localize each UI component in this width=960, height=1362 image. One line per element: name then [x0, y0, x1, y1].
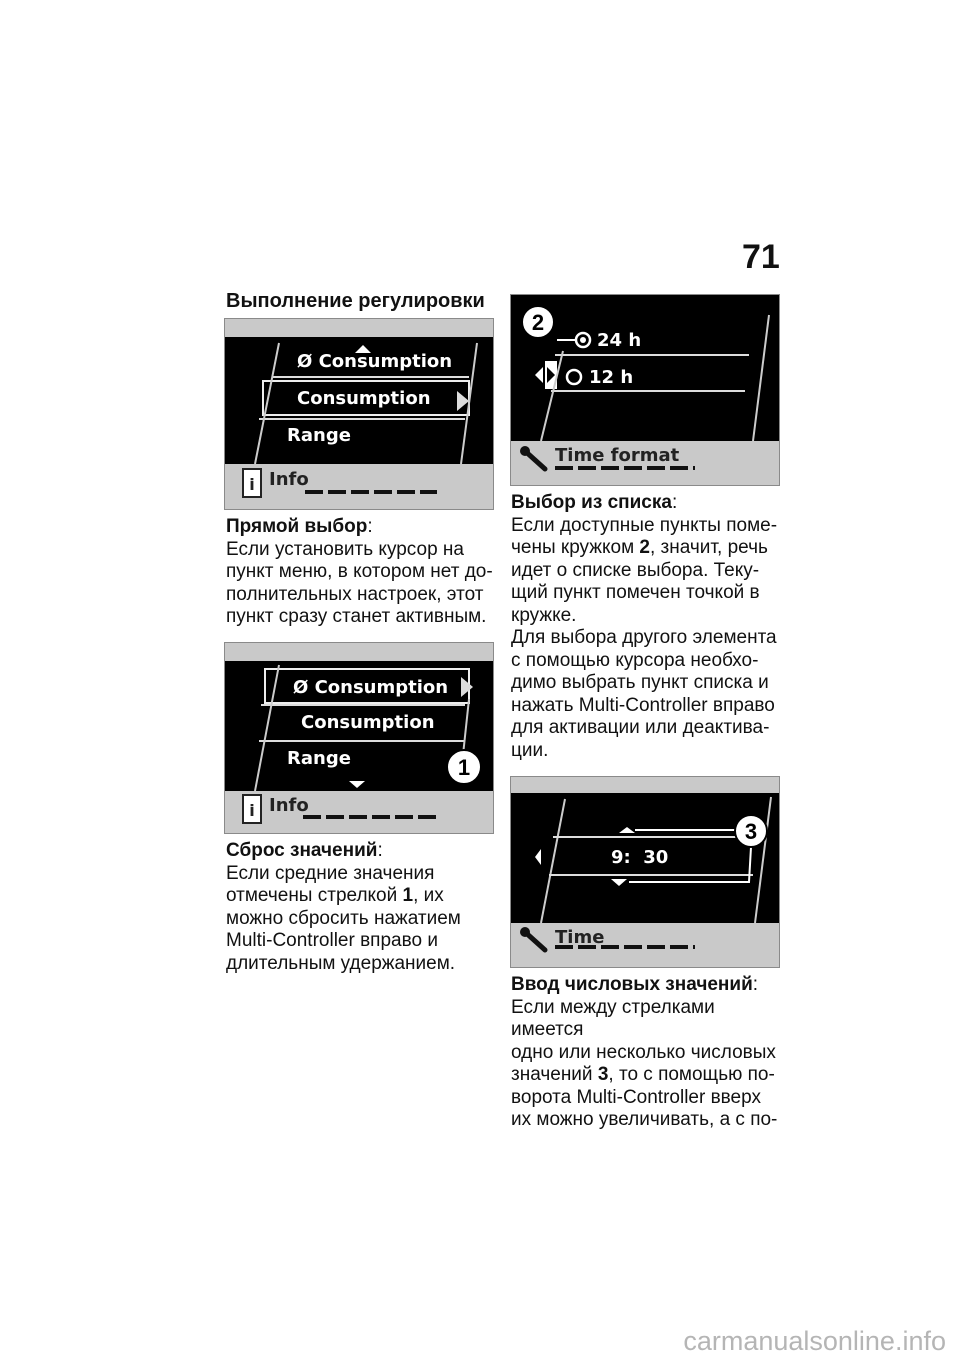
text-line: для активации или деактива- [511, 717, 770, 738]
text-line: Если установить курсор на [226, 538, 464, 560]
left-arrow-icon [535, 849, 541, 865]
svg-text:i: i [249, 475, 255, 494]
footer-label-info: Info [269, 795, 309, 816]
page-number: 71 [742, 238, 780, 276]
display-screen-direct-select [224, 318, 494, 510]
text-line: Если средние значения [226, 862, 435, 884]
text-line: Multi-Controller вправо и [226, 930, 438, 951]
text-line: длительным удержанием. [226, 952, 456, 974]
callout-number: 1 [457, 755, 471, 780]
text-line: кружке. [511, 604, 577, 626]
text-block-numeric: Ввод числовых значений: Если между стрелками имеется одно или несколько числовых значений 3, то с помощью по- ворота Multi-Controller вверх их можно увеличивать, а с по- [511, 974, 791, 1132]
callout-ref: 2 [639, 537, 650, 558]
section-title: Выполнение регулировки [226, 290, 485, 312]
text-line: их можно увеличивать, а с по- [511, 1109, 778, 1130]
text-line: полнительных настроек, этот [226, 583, 484, 605]
text-line: одно или несколько числовых [511, 1041, 776, 1063]
text-line: Если между стрелками имеется [511, 996, 715, 1040]
text-line: с помощью курсора необхо- [511, 649, 759, 671]
left-arrow-icon [535, 367, 543, 383]
display-graphic [225, 319, 493, 509]
block-title: Выбор из списка [511, 492, 672, 513]
text-line: щий пункт помечен точкой в [511, 582, 760, 603]
text-line: ворота Multi-Controller вверх [511, 1086, 761, 1108]
display-screen-numeric [510, 776, 780, 968]
text-line: Если доступные пункты поме- [511, 514, 778, 536]
block-title: Ввод числовых значений [511, 974, 753, 995]
callout-number: 3 [744, 819, 758, 844]
text-line: можно сбросить нажатием [226, 907, 461, 929]
block-title: Прямой выбор [226, 516, 368, 537]
text-line: ции. [511, 739, 549, 761]
text-line: Для выбора другого элемента [511, 627, 777, 648]
callout-number: 2 [531, 310, 545, 335]
menu-item-avg-consumption[interactable]: Ø Consumption [297, 351, 453, 372]
callout-ref: 3 [597, 1064, 609, 1085]
text-line: нажать Multi-Controller вправо [511, 694, 775, 716]
list-option-24h[interactable]: 24 h [597, 330, 642, 351]
footer-label-time-format: Time format [555, 445, 680, 466]
radio-unselected-icon [567, 370, 581, 384]
text-block-list-select: Выбор из списка: Если доступные пункты поме- чены кружком 2, значит, речь идет о списке выбора. Теку- щий пункт помечен точкой в кружке. Для выбора другого элемента с помощью курсора необхо- димо выбрать пункт списка и нажать Multi-Controller вправо для активации или деактива- ции. [511, 492, 781, 762]
text-block-direct-select: Прямой выбор: Если установить курсор на пункт меню, в котором нет до- полнительных настроек, этот пункт сразу станет активным. [226, 516, 496, 629]
callout-ref: 1 [402, 885, 414, 906]
scroll-down-arrow-icon [349, 781, 365, 788]
block-title: Сброс значений [226, 840, 378, 861]
footer-label-info: Info [269, 469, 309, 490]
text-line: димо выбрать пункт списка и [511, 672, 769, 693]
menu-item-consumption[interactable]: Consumption [297, 388, 431, 409]
list-option-12h[interactable]: 12 h [589, 367, 634, 388]
menu-item-range[interactable]: Range [287, 748, 351, 769]
text-line: пункт меню, в котором нет до- [226, 561, 493, 582]
decrement-arrow-icon [611, 879, 627, 886]
text-line: идет о списке выбора. Теку- [511, 559, 760, 581]
display-screen-list-select [510, 294, 780, 486]
menu-item-range[interactable]: Range [287, 425, 351, 446]
footer-label-time: Time [555, 927, 605, 948]
svg-text:i: i [249, 801, 255, 820]
increment-arrow-icon [619, 827, 635, 833]
text-block-reset: Сброс значений: Если средние значения отмечены стрелкой 1, их можно сбросить нажатием Multi-Controller вправо и длительным удержанием. [226, 840, 496, 975]
display-screen-reset [224, 642, 494, 834]
watermark: carmanualsonline.info [683, 1326, 946, 1356]
text-line: пункт сразу станет активным. [226, 606, 487, 627]
menu-item-consumption[interactable]: Consumption [301, 712, 435, 733]
numeric-value-field[interactable]: 9: 30 [611, 847, 669, 868]
menu-item-avg-consumption[interactable]: Ø Consumption [293, 677, 449, 698]
